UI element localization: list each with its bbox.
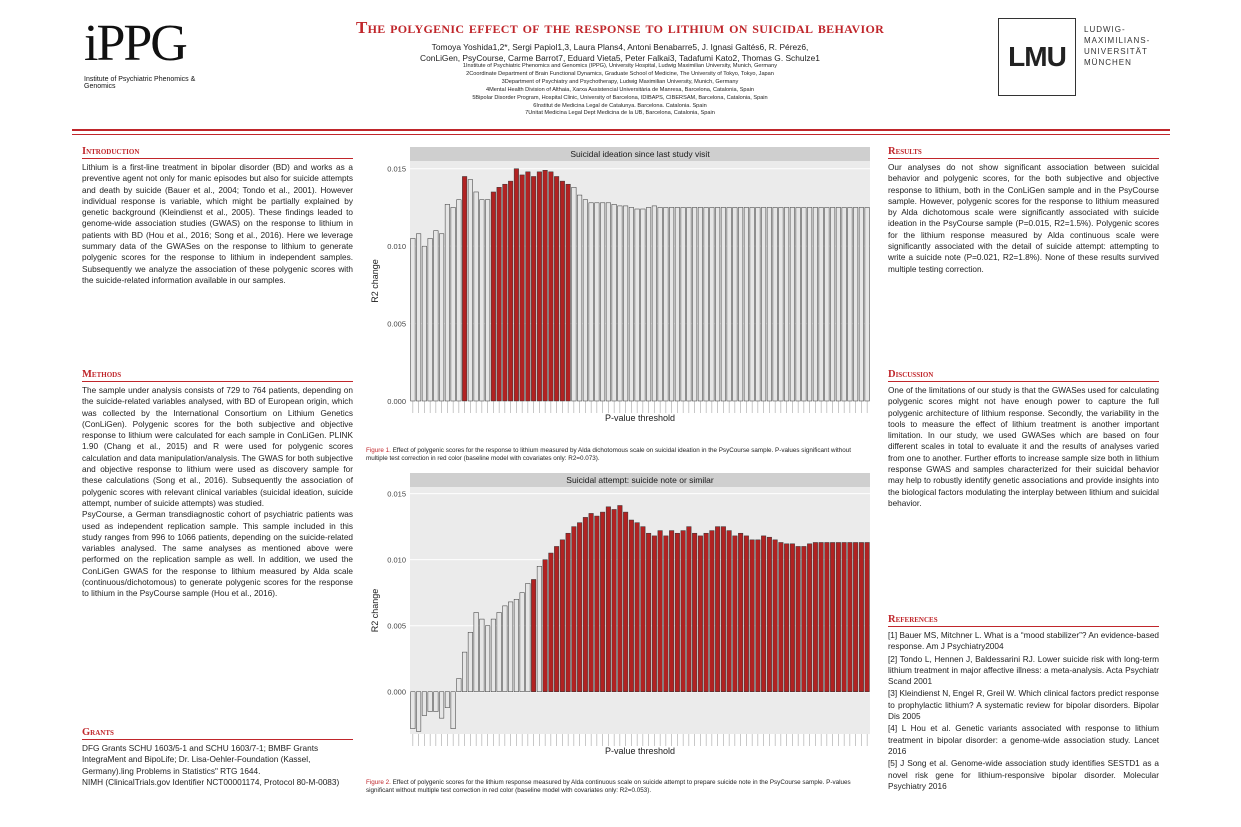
bar xyxy=(767,537,771,692)
y-axis-label: R2 change xyxy=(370,259,380,303)
bar xyxy=(457,679,461,692)
grants-text-2: NIMH (ClinicalTrials.gov Identifier NCT00001174, Protocol 80-M-0083) xyxy=(82,777,340,787)
bar xyxy=(704,207,708,401)
affiliation: 1Institute of Psychiatric Phenomics and Genomics (IPPG), University Hospital, Ludwig Maximilian University, Munich, Germany xyxy=(462,63,778,69)
chart-panel xyxy=(410,487,870,734)
bar xyxy=(577,195,581,401)
bar xyxy=(658,207,662,401)
bar xyxy=(830,207,834,401)
bar xyxy=(474,192,478,401)
reference-item: [3] Kleindienst N, Engel R, Greil W. Which clinical factors predict response to prophylactic lithium? A systematic review for bipolar disorders. Bipolar Dis 2005 xyxy=(888,689,1159,722)
lmu-line: MÜNCHEN xyxy=(1084,58,1132,67)
bar xyxy=(836,542,840,691)
bar xyxy=(853,542,857,691)
bar xyxy=(629,207,633,401)
bar xyxy=(664,536,668,692)
bar xyxy=(462,176,466,401)
figure-2-caption-text: Effect of polygenic scores for the lithium response measured by Alda continuous scale on suicide attempt to prepare suicide note in the PsyCourse sample. P-values significant without multiple test correction in red color (baseline model with covariates only: R2=0.053). xyxy=(366,779,851,795)
bar xyxy=(514,169,518,401)
bar xyxy=(531,176,535,401)
bar xyxy=(807,544,811,692)
bar xyxy=(439,234,443,401)
reference-item: [4] L Hou et al. Genetic variants associated with response to lithium treatment in bipolar disorder: a genome-wide association study. Lancet 2016 xyxy=(888,724,1159,756)
bar xyxy=(618,505,622,691)
bar xyxy=(687,527,691,692)
bar xyxy=(790,207,794,401)
affiliation: 7Unitat Medicina Legal Dept Medicina de la UB, Barcelona, Catalonia, Spain xyxy=(525,110,715,117)
reference-item: [5] J Song et al. Genome-wide association study identifies SESTD1 as a novel risk gene for lithium-responsive bipolar disorder. Molecular Psychiatry 2016 xyxy=(888,759,1159,791)
bar xyxy=(560,540,564,692)
methods-text-1: The sample under analysis consists of 729 to 764 patients, depending on the suicide-related variables analysed, with BD of European origin, which was collected by the International Consortium on Lithium Genetics (ConLiGen). Polygenic scores for the both subjective and objective response to lithium were calculated for each sample in ConLiGen. PLINK 1.90 (Chang et al., 2015) and R were used for polygenic scores calculation and data manipulation/analysis. The GWAS for both subjective and objective response to lithium were used as discovery sample for these calculations (Song et al., 2016). Subsequently the association of polygenic scores with relevant clinical variables (suicidal ideation, suicide attempt, number of suicide attempts) was studied. xyxy=(82,386,353,508)
lmu-logo xyxy=(998,18,1151,98)
references-section xyxy=(888,614,1159,793)
bar xyxy=(825,207,829,401)
bar xyxy=(549,553,553,692)
bar xyxy=(543,170,547,401)
bar xyxy=(411,692,415,729)
bar xyxy=(704,533,708,692)
bar xyxy=(853,207,857,401)
methods-section xyxy=(82,369,353,600)
bar xyxy=(738,207,742,401)
grants-text-1: DFG Grants SCHU 1603/5-1 and SCHU 1603/7-1; BMBF Grants IntegraMent and BipoLife; Dr. Lisa-Oehler-Foundation (Kassel, Germany).ling Problems in Statistics" RTG 1644. xyxy=(82,744,319,776)
bar xyxy=(566,184,570,401)
bar xyxy=(727,207,731,401)
affiliation: 3Department of Psychiatry and Psychotherapy, Ludwig Maximilian University, Munich, Germany xyxy=(501,78,739,85)
bar xyxy=(629,520,633,692)
bar xyxy=(738,533,742,692)
bar xyxy=(549,172,553,401)
bar xyxy=(480,619,484,692)
bar xyxy=(669,207,673,401)
bar xyxy=(813,207,817,401)
bar xyxy=(480,200,484,401)
bar xyxy=(618,206,622,401)
bar xyxy=(796,546,800,691)
lmu-line: MAXIMILIANS- xyxy=(1084,36,1151,45)
bar xyxy=(411,238,415,401)
bar xyxy=(750,540,754,692)
results-text: Our analyses do not show significant association between suicidal behavior and polygenic scores, for the both subjective and objective response to lithium, both in the ConLiGen sample and in the PsyCourse sample. However, polygenic scores for the response to lithium measured by Alda dichotomous scale were significantly associated with suicide ideation in the PsyCourse sample (P=0.015, R2=1.5%). Polygenic scores for the lithium response measured by Alda continuous scale were significantly associated with the detail of suicide attempt: attempting to write a suicide note (P=0.021, R2=1.8%). None of these results survived multiple testing correction. xyxy=(888,163,1159,274)
methods-text-2: PsyCourse, a German transdiagnostic cohort of psychiatric patients was used as independent replication sample. This sample included in this study ranges from 996 to 1066 patients, depending on the suicide-related variables analysed. The same analyses as mentioned above were performed on the replication sample as well. In addition, we used the ConLiGen GWAS for the response to lithium measured by Alda scale (continuous/dichotomous) to generate polygenic scores for the response to lithium in the PsyCourse sample (Hou et al., 2016). xyxy=(82,510,353,599)
bar xyxy=(767,207,771,401)
chart-title: Suicidal attempt: suicide note or similar xyxy=(566,475,714,485)
bar xyxy=(779,207,783,401)
y-tick-label: 0.015 xyxy=(387,489,406,499)
bar xyxy=(485,626,489,692)
bar xyxy=(859,542,863,691)
affiliations xyxy=(330,63,910,118)
bar xyxy=(687,207,691,401)
y-tick-label: 0.005 xyxy=(387,621,406,631)
lmu-line: UNIVERSITÄT xyxy=(1084,47,1148,56)
bar xyxy=(491,192,495,401)
bar xyxy=(583,517,587,691)
bar xyxy=(773,540,777,692)
bar xyxy=(681,531,685,692)
figure-2-caption xyxy=(366,779,866,796)
bar xyxy=(842,542,846,691)
bar xyxy=(721,207,725,401)
bar xyxy=(606,203,610,401)
bar xyxy=(497,612,501,691)
bar xyxy=(428,238,432,401)
bar xyxy=(813,542,817,691)
x-axis-label: P-value threshold xyxy=(604,746,676,756)
reference-item: [1] Bauer MS, Mitchner L. What is a “mood stabilizer”? An evidence-based response. Am J Psychiatry2004 xyxy=(888,631,1159,652)
bar xyxy=(434,231,438,401)
y-tick-label: 0.005 xyxy=(387,319,406,329)
lmu-logo-mark: LMU xyxy=(998,18,1076,96)
bar xyxy=(577,523,581,692)
bar xyxy=(641,209,645,401)
bar xyxy=(572,527,576,692)
bar xyxy=(692,533,696,692)
bar xyxy=(646,533,650,692)
bar xyxy=(445,204,449,401)
bar xyxy=(779,542,783,691)
bar xyxy=(733,207,737,401)
bar xyxy=(859,207,863,401)
x-axis-label: P-value threshold xyxy=(604,413,676,423)
bar xyxy=(508,181,512,401)
bar xyxy=(526,172,530,401)
bar xyxy=(520,175,524,401)
bar xyxy=(715,527,719,692)
bar xyxy=(508,602,512,692)
bar xyxy=(675,207,679,401)
y-tick-label: 0.010 xyxy=(387,242,406,252)
bar xyxy=(526,583,530,691)
bar xyxy=(600,203,604,401)
bar xyxy=(635,523,639,692)
bar xyxy=(554,176,558,401)
bar xyxy=(698,207,702,401)
bar xyxy=(836,207,840,401)
bar xyxy=(422,246,426,401)
bar xyxy=(790,544,794,692)
bar xyxy=(865,207,869,401)
ippg-logo xyxy=(84,15,214,98)
bar xyxy=(802,207,806,401)
bar xyxy=(583,200,587,401)
discussion-text: One of the limitations of our study is that the GWASes used for calculating polygenic scores might not have enough power to capture the full polygenic architecture of lithium response. Secondly, the variability in the tools to measure the effect of lithium treatment is another important limitation. In our study, we used GWASes which are based on four different scales in total to evaluate it and the results of analyses varied from one to another. Further efforts to increase sample size both in lithium response GWAS and samples characterized for their suicidal behavior may help to robustly identify genetic associations and provide insights into the biological factors modulating the interplay between lithium and suicidal behavior. xyxy=(888,386,1159,508)
lmu-line: LUDWIG- xyxy=(1084,25,1126,34)
bar xyxy=(537,172,541,401)
bar xyxy=(675,533,679,692)
methods-heading: Methods xyxy=(82,369,353,382)
bar xyxy=(514,599,518,691)
y-axis-label: R2 change xyxy=(370,588,380,633)
bar xyxy=(468,180,472,401)
bar xyxy=(807,207,811,401)
affiliation: 2Coordinate Department of Brain Functional Dynamics, Graduate School of Medicine, The University of Tokyo, Tokyo, Japan xyxy=(466,70,774,77)
bar xyxy=(733,536,737,692)
bar xyxy=(485,200,489,401)
bar xyxy=(474,612,478,691)
bar xyxy=(572,187,576,401)
bar xyxy=(520,593,524,692)
y-tick-label: 0.000 xyxy=(387,687,406,697)
author-list xyxy=(300,42,940,64)
bar xyxy=(600,512,604,692)
bar xyxy=(761,536,765,692)
bar xyxy=(756,207,760,401)
bar xyxy=(462,652,466,692)
bar xyxy=(491,619,495,692)
figure-1-caption-text: Effect of polygenic scores for the response to lithium measured by Alda dichotomous scale on suicidal ideation in the PsyCourse sample. P-values significant without multiple test correction in red color (baseline model with covariates only: R2=0.073). xyxy=(366,447,852,463)
bar xyxy=(416,234,420,401)
figure-1-caption xyxy=(366,447,866,464)
figure-1-label: Figure 1. xyxy=(366,447,391,454)
bar xyxy=(646,207,650,401)
bar xyxy=(721,527,725,692)
bar xyxy=(773,207,777,401)
ippg-logo-mark: iPPG xyxy=(84,15,186,72)
bar xyxy=(784,544,788,692)
bar xyxy=(457,200,461,401)
bar xyxy=(681,207,685,401)
bar xyxy=(439,692,443,718)
affiliation: 6Institut de Medicina Legal de Catalunya. Barcelona. Catalonia. Spain xyxy=(533,102,707,109)
introduction-heading: Introduction xyxy=(82,146,353,159)
bar xyxy=(451,207,455,401)
bar xyxy=(531,579,535,691)
bar xyxy=(554,546,558,691)
discussion-section xyxy=(888,369,1159,509)
bar xyxy=(830,542,834,691)
bar xyxy=(468,632,472,691)
bar xyxy=(848,542,852,691)
bar xyxy=(744,536,748,692)
poster-title: The polygenic effect of the response to lithium on suicidal behavior xyxy=(355,18,885,37)
bar xyxy=(710,531,714,692)
affiliation: 5Bipolar Disorder Program, Hospital Clinic, University of Barcelona, IDIBAPS, CIBERSAM, Barcelona, Catalonia, Spain xyxy=(472,94,768,101)
bar xyxy=(497,187,501,401)
chart-title: Suicidal ideation since last study visit xyxy=(570,149,710,159)
affiliation: 4Mental Health Division of Althaia, Xarxa Assistencial Universitària de Manresa, Barcelona, Catalonia, Spain xyxy=(485,86,755,93)
figure-2-chart xyxy=(362,473,876,778)
bar xyxy=(761,207,765,401)
bar xyxy=(715,207,719,401)
reference-item: [2] Tondo L, Hennen J, Baldessarini RJ. Lower suicide risk with long-term lithium treatment in major affective illness: a meta-analysis. Acta Psychiatr Scand 2001 xyxy=(888,654,1159,687)
bar xyxy=(612,204,616,401)
bar xyxy=(710,207,714,401)
bar xyxy=(445,692,449,708)
introduction-text: Lithium is a first-line treatment in bipolar disorder (BD) and works as a preventive agent not only for manic episodes but also for suicide attempts and death by suicide (Bauer et al., 2004; Tondo et al., 2001). However individual response is variable, which might be partially explained by genetic background (Kleindienst et al., 2005). These findings leaded to genome-wide association studies (GWAS) on the response to lithium in patients with BD (Hou et al., 2016; Song et al., 2016). Here we leverage summary data of the GWASes on the response to lithium to generate polygenic scores for the response to lithium in independent samples. Subsequently we analyze the association of these polygenic scores with the suicide-related information available in our samples. xyxy=(82,163,353,285)
bar xyxy=(756,540,760,692)
bar xyxy=(796,207,800,401)
results-section xyxy=(888,146,1159,275)
bar xyxy=(422,692,426,716)
bar xyxy=(589,513,593,691)
bar xyxy=(750,207,754,401)
bar xyxy=(652,536,656,692)
bar xyxy=(589,203,593,401)
bar xyxy=(543,560,547,692)
bar xyxy=(612,509,616,691)
bar xyxy=(819,207,823,401)
references-heading: References xyxy=(888,614,1159,627)
bar xyxy=(595,516,599,692)
figure-2-label: Figure 2. xyxy=(366,779,391,786)
grants-section xyxy=(82,727,353,788)
bar xyxy=(428,692,432,712)
chart-panel xyxy=(410,161,870,401)
introduction-section xyxy=(82,146,353,286)
bar xyxy=(727,531,731,692)
bar xyxy=(623,206,627,401)
bar xyxy=(784,207,788,401)
bar xyxy=(744,207,748,401)
ippg-logo-subtitle: Institute of Psychiatric Phenomics & Genomics xyxy=(84,76,196,90)
bar xyxy=(658,531,662,692)
bar xyxy=(641,527,645,692)
lmu-logo-text xyxy=(1084,24,1150,68)
bar xyxy=(698,536,702,692)
bar xyxy=(416,692,420,732)
bar xyxy=(825,542,829,691)
authors-line-2: ConLiGen, PsyCourse, Carme Barrot7, Eduard Vieta5, Peter Falkai3, Tadafumi Kato2, Thomas G. Schulze1 xyxy=(420,53,820,63)
bar xyxy=(434,692,438,712)
discussion-heading: Discussion xyxy=(888,369,1159,382)
bar xyxy=(865,542,869,691)
header-rule xyxy=(72,129,1170,131)
bar xyxy=(842,207,846,401)
results-heading: Results xyxy=(888,146,1159,159)
authors-line-1: Tomoya Yoshida1,2*, Sergi Papiol1,3, Laura Plans4, Antoni Benabarre5, J. Ignasi Galtés6, R. Pérez6, xyxy=(431,42,809,52)
bar xyxy=(566,533,570,692)
bar xyxy=(669,531,673,692)
y-tick-label: 0.010 xyxy=(387,555,406,565)
bar xyxy=(819,542,823,691)
bar xyxy=(652,206,656,401)
bar xyxy=(692,207,696,401)
grants-heading: Grants xyxy=(82,727,353,740)
bar xyxy=(503,606,507,692)
bar xyxy=(606,507,610,692)
header-rule-thin xyxy=(72,134,1170,135)
y-tick-label: 0.000 xyxy=(387,397,406,406)
bar xyxy=(802,546,806,691)
bar xyxy=(503,184,507,401)
bar xyxy=(664,207,668,401)
bar xyxy=(537,566,541,691)
bar xyxy=(595,203,599,401)
bar xyxy=(848,207,852,401)
bar xyxy=(635,209,639,401)
y-tick-label: 0.015 xyxy=(387,164,406,174)
bar xyxy=(623,512,627,692)
bar xyxy=(560,181,564,401)
figure-1-chart xyxy=(362,147,876,445)
bar xyxy=(451,692,455,729)
